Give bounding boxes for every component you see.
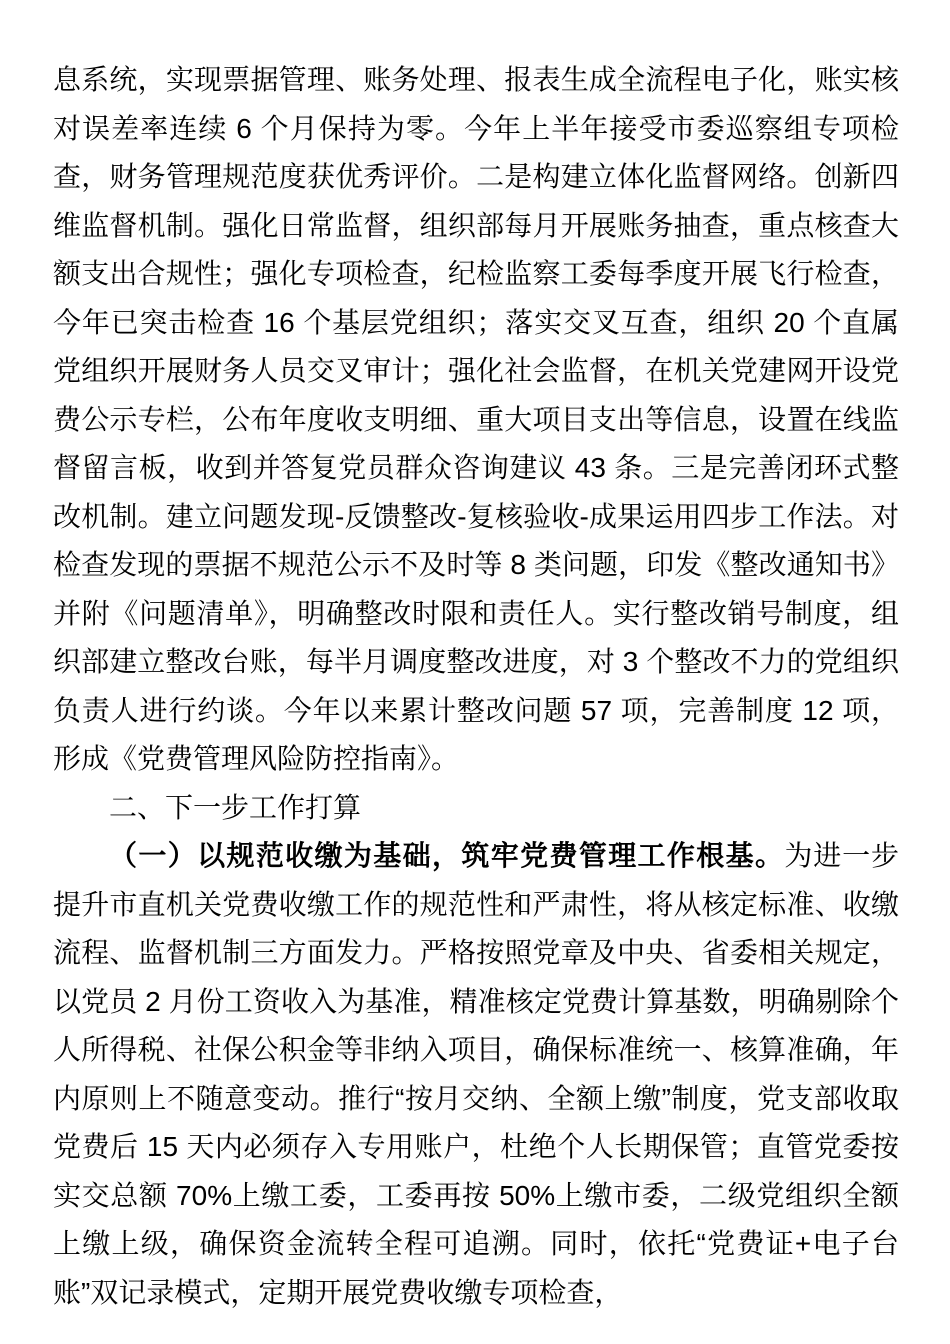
- subsection-one-title: （一）以规范收缴为基础，筑牢党费管理工作根基。: [109, 840, 785, 871]
- subsection-one-body: 为进一步提升市直机关党费收缴工作的规范性和严肃性，将从核定标准、收缴流程、监督机制三方面发力。严格按照党章及中央、省委相关规定，以党员 2 月份工资收入为基准，精准核定党费计算基数，明确剔除个人所得税、社保公积金等非纳入项目，确保标准统一、核算准确，年内原则上不随意变动。推行“按月交纳、全额上缴”制度，党支部收取党费后 15 天内必须存入专用账户，杜绝个人长期保管；直管党委按实交总额 70%上缴工委，工委再按 50%上缴市委，二级党组织全额上缴上级，确保资金流转全程可追溯。同时，依托“党费证+电子台账”双记录模式，定期开展党费收缴专项检查，: [53, 840, 899, 1308]
- subsection-one-paragraph: [53, 832, 899, 1317]
- section-heading-next-steps: 二、下一步工作打算: [109, 791, 362, 823]
- paragraph-continuation: 息系统，实现票据管理、账务处理、报表生成全流程电子化，账实核对误差率连续 6 个月保持为零。今年上半年接受市委巡察组专项检查，财务管理规范度获优秀评价。二是构建立体化监督网络。创新四维监督机制。强化日常监督，组织部每月开展账务抽查，重点核查大额支出合规性；强化专项检查，纪检监察工委每季度开展飞行检查，今年已突击检查 16 个基层党组织；落实交叉互查，组织 20 个直属党组织开展财务人员交叉审计；强化社会监督，在机关党建网开设党费公示专栏，公布年度收支明细、重大项目支出等信息，设置在线监督留言板，收到并答复党员群众咨询建议 43 条。三是完善闭环式整改机制。建立问题发现-反馈整改-复核验收-成果运用四步工作法。对检查发现的票据不规范公示不及时等 8 类问题，印发《整改通知书》并附《问题清单》，明确整改时限和责任人。实行整改销号制度，组织部建立整改台账，每半月调度整改进度，对 3 个整改不力的党组织负责人进行约谈。今年以来累计整改问题 57 项，完善制度 12 项，形成《党费管理风险防控指南》。: [53, 64, 899, 774]
- document-body: [53, 56, 899, 1317]
